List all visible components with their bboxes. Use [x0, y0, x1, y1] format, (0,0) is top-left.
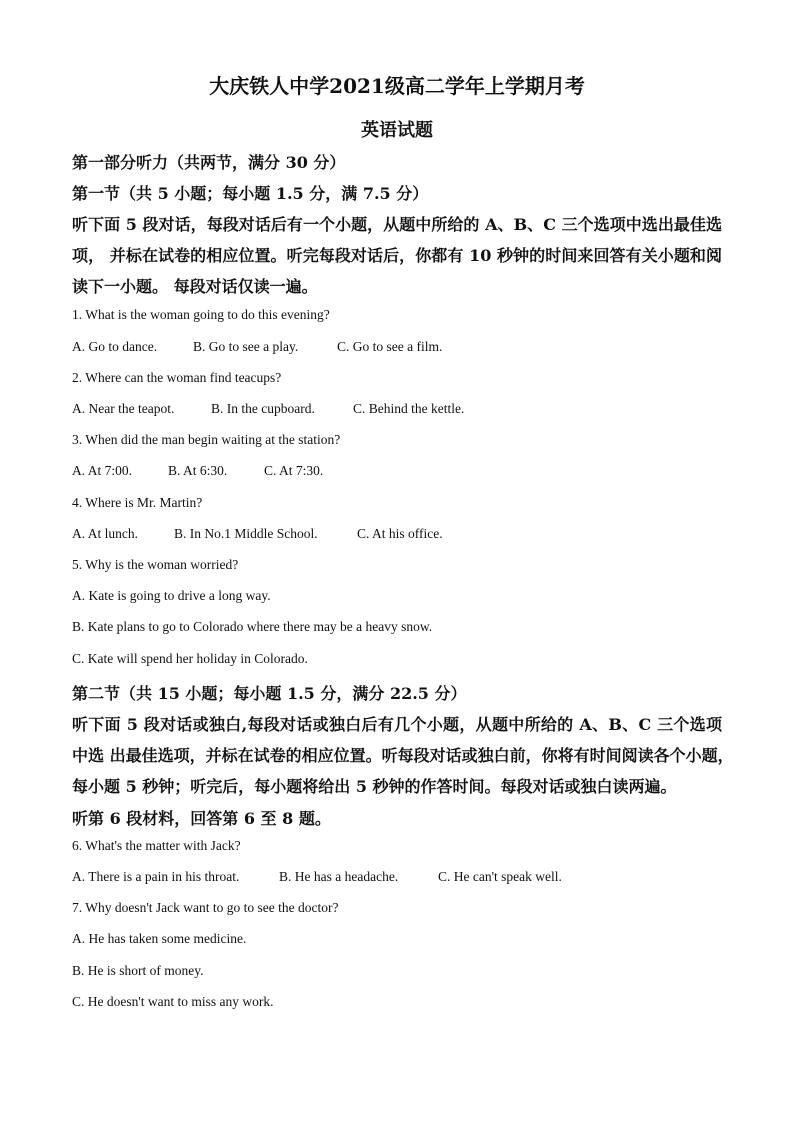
question-stem: 1. What is the woman going to do this evening? [72, 307, 330, 322]
option-c: C. Go to see a film. [337, 339, 443, 354]
question-stem: 7. Why doesn't Jack want to go to see the doctor? [72, 900, 339, 915]
option-a: A. At lunch. [72, 526, 138, 541]
option-b: B. At 6:30. [168, 463, 228, 478]
option-b: B. Go to see a play. [193, 339, 299, 354]
question-options [72, 339, 442, 355]
question-options [72, 869, 562, 885]
option-c: C. He can't speak well. [438, 869, 562, 884]
question-stem: 4. Where is Mr. Martin? [72, 495, 203, 510]
section2-instruction-line: 每小题 5 秒钟；听完后，每小题将给出 5 秒钟的作答时间。每段对话或独白读两遍。 [72, 777, 677, 796]
part-heading: 第一部分听力（共两节，满分 30 分） [72, 153, 346, 172]
question-stem: 3. When did the man begin waiting at the station? [72, 432, 341, 447]
option-c: C. At 7:30. [264, 463, 324, 478]
option-c: C. Behind the kettle. [353, 401, 465, 416]
section2-instruction-line: 中选 出最佳选项，并标在试卷的相应位置。听每段对话或独白前，你将有时间阅读各个小题， [72, 746, 734, 765]
option-a: A. Go to dance. [72, 339, 158, 354]
exam-title: 大庆铁人中学2021级高二学年上学期月考 [209, 74, 585, 98]
option-b: B. In the cupboard. [211, 401, 315, 416]
option-b: B. He is short of money. [72, 963, 204, 978]
section1-heading: 第一节（共 5 小题；每小题 1.5 分，满 7.5 分） [72, 184, 429, 203]
option-b: B. In No.1 Middle School. [174, 526, 318, 541]
option-c: C. At his office. [357, 526, 443, 541]
option-a: A. Near the teapot. [72, 401, 175, 416]
section2-instruction-line: 听下面 5 段对话或独白,每段对话或独白后有几个小题，从题中所给的 A、B、C 三个选项 [72, 715, 722, 734]
option-b: B. Kate plans to go to Colorado where there may be a heavy snow. [72, 619, 433, 634]
exam-subtitle: 英语试题 [361, 120, 433, 141]
option-b: B. He has a headache. [279, 869, 399, 884]
option-a: A. Kate is going to drive a long way. [72, 588, 271, 603]
question-stem: 5. Why is the woman worried? [72, 557, 239, 572]
question-options [72, 526, 443, 542]
option-a: A. There is a pain in his throat. [72, 869, 240, 884]
section2-heading: 第二节（共 15 小题；每小题 1.5 分，满分 22.5 分） [72, 684, 467, 703]
option-a: A. At 7:00. [72, 463, 133, 478]
section1-instruction-line: 听下面 5 段对话，每段对话后有一个小题，从题中所给的 A、B、C 三个选项中选出最佳选 [72, 215, 722, 234]
question-stem: 6. What's the matter with Jack? [72, 838, 241, 853]
question-stem: 2. Where can the woman find teacups? [72, 370, 282, 385]
section1-instruction-line: 读下一小题。 每段对话仅读一遍。 [72, 277, 318, 296]
option-a: A. He has taken some medicine. [72, 931, 247, 946]
option-c: C. He doesn't want to miss any work. [72, 994, 274, 1009]
material-note: 听第 6 段材料，回答第 6 至 8 题。 [72, 809, 331, 828]
question-options [72, 463, 323, 479]
option-c: C. Kate will spend her holiday in Colorado. [72, 651, 308, 666]
section1-instruction-line: 项， 并标在试卷的相应位置。听完每段对话后，你都有 10 秒钟的时间来回答有关小题和阅 [72, 246, 722, 265]
question-options [72, 401, 464, 417]
